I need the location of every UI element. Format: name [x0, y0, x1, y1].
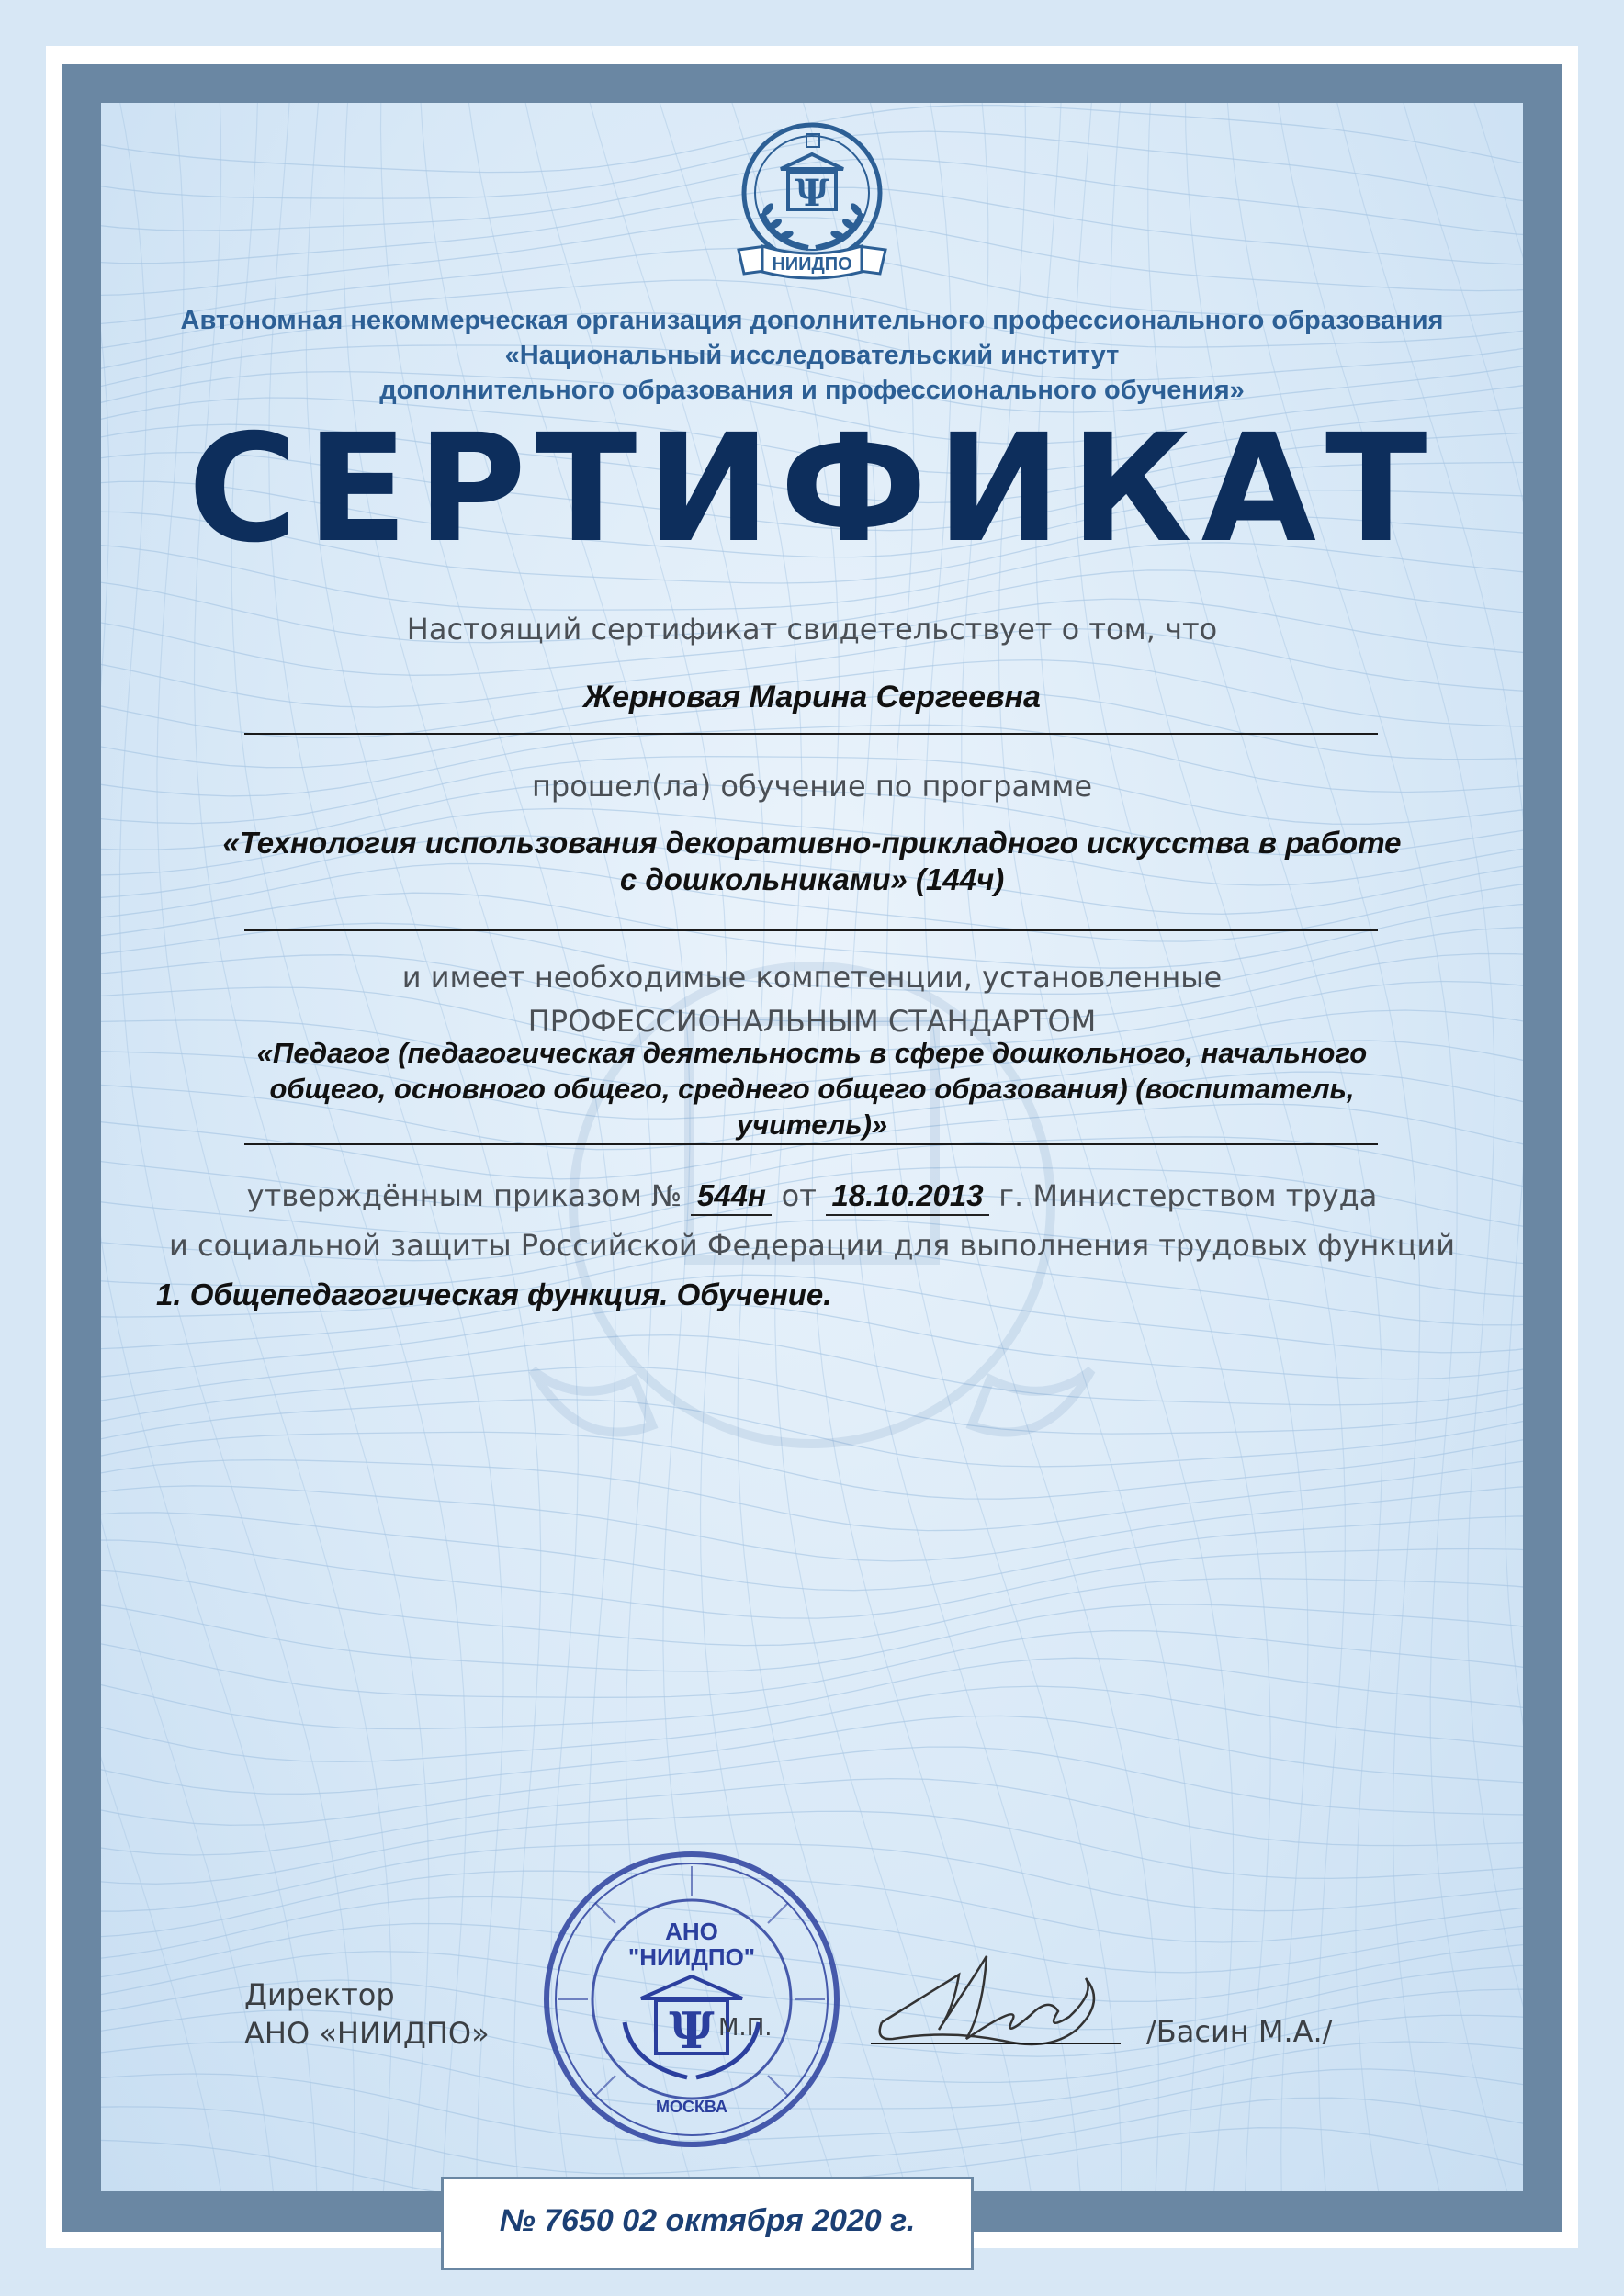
- certificate-number-box: [441, 2177, 974, 2270]
- standard-underline: [244, 1143, 1378, 1145]
- program-line1: «Технология использования декоративно-прикладного искусства в работе: [222, 826, 1402, 860]
- signature-line: [871, 2043, 1121, 2044]
- recipient-name: Жерновая Марина Сергеевна: [583, 680, 1041, 715]
- order-prefix: утверждённым приказом №: [246, 1178, 682, 1213]
- competence-label: и имеет необходимые компетенции, установленные: [401, 960, 1223, 995]
- org-name-line3: дополнительного образования и профессионального обучения»: [379, 376, 1245, 405]
- svg-text:МОСКВА: МОСКВА: [655, 2098, 728, 2116]
- svg-text:Ψ: Ψ: [795, 172, 829, 215]
- institute-logo: [707, 121, 917, 287]
- name-underline: [244, 733, 1378, 735]
- order-line: [101, 1177, 1523, 1216]
- signatory-name: /Басин М.А./: [1146, 2014, 1333, 2049]
- certificate-title: СЕРТИФИКАТ: [187, 403, 1437, 576]
- director-label: Директор: [244, 1977, 395, 2012]
- standard-line2: общего, основного общего, среднего общего образования) (воспитатель,: [269, 1073, 1355, 1105]
- org-name-line2: «Национальный исследовательский институт: [504, 341, 1120, 370]
- director-signature: [865, 1938, 1132, 2057]
- completed-label: прошел(ла) обучение по программе: [531, 769, 1093, 804]
- order-date: 18.10.2013: [826, 1177, 989, 1216]
- certificate-number: № 7650 02 октября 2020 г.: [499, 2203, 916, 2238]
- intro-text: Настоящий сертификат свидетельствует о том, что: [406, 612, 1218, 647]
- svg-text:АНО: АНО: [665, 1918, 718, 1945]
- standard-line3: учитель)»: [736, 1109, 888, 1141]
- director-org: АНО «НИИДПО»: [244, 2016, 490, 2051]
- standard-line1: «Педагог (педагогическая деятельность в сфере дошкольного, начального: [256, 1037, 1368, 1069]
- program-underline: [244, 929, 1378, 931]
- order-line2: и социальной защиты Российской Федерации для выполнения трудовых функций: [169, 1228, 1455, 1263]
- certificate-paper: [101, 103, 1523, 2191]
- order-suffix: г. Министерством труда: [998, 1178, 1378, 1213]
- org-name-line1: Автономная некоммерческая организация дополнительного профессионального образования: [180, 306, 1444, 335]
- mp-label: М.П.: [718, 2014, 773, 2042]
- svg-text:НИИДПО: НИИДПО: [772, 254, 852, 275]
- order-number: 544н: [691, 1177, 772, 1216]
- svg-text:Ψ: Ψ: [669, 2001, 715, 2060]
- program-line2: с дошкольниками» (144ч): [619, 862, 1005, 896]
- order-from-label: от: [781, 1178, 817, 1213]
- function-text: 1. Общепедагогическая функция. Обучение.: [156, 1277, 832, 1311]
- standard-label: ПРОФЕССИОНАЛЬНЫМ СТАНДАРТОМ: [527, 1004, 1097, 1039]
- official-stamp: [540, 1848, 843, 2151]
- svg-text:"НИИДПО": "НИИДПО": [627, 1943, 756, 1971]
